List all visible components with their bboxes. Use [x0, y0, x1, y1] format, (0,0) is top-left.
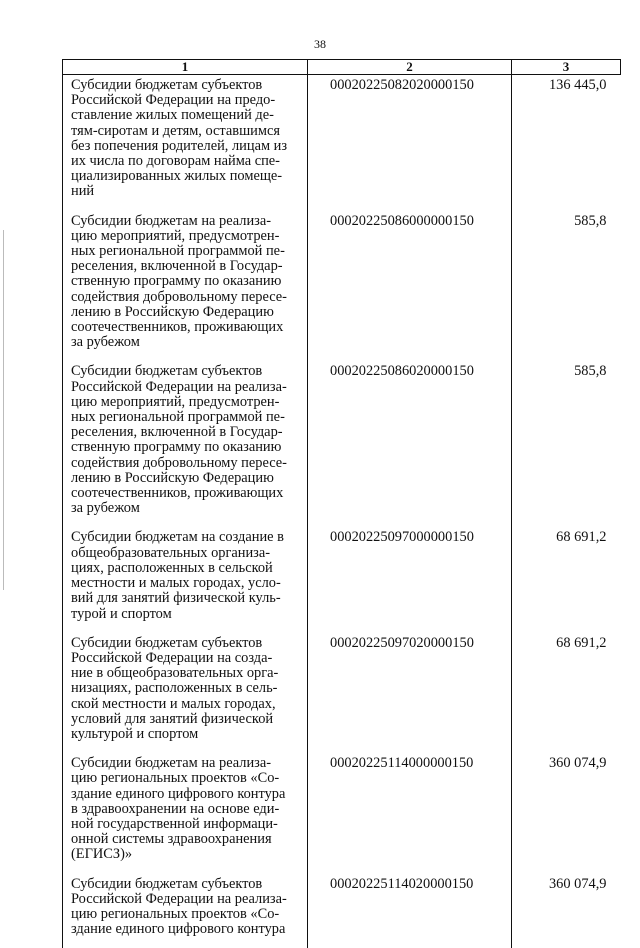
amount-cell: 68 691,2	[512, 527, 621, 632]
table-row	[63, 633, 621, 753]
subsidy-name-line: Российской Федерации на предо-	[71, 93, 307, 108]
subsidy-name-line: ственную программу по оказанию	[71, 440, 307, 455]
subsidy-name-line: ний	[71, 184, 307, 199]
subsidy-name-line: содействия добровольному пересе-	[71, 456, 307, 471]
subsidy-name-line: вий для занятий физической куль-	[71, 591, 307, 606]
subsidy-name-line: Субсидии бюджетам субъектов	[71, 636, 307, 651]
budget-code-cell: 00020225097000000150	[308, 527, 512, 632]
subsidy-name-line: реселения, включенной в Государ-	[71, 259, 307, 274]
subsidy-name-line: Субсидии бюджетам на реализа-	[71, 756, 307, 771]
subsidy-name-line: турой и спортом	[71, 607, 307, 622]
subsidy-name-line: (ЕГИСЗ)»	[71, 847, 307, 862]
amount-cell: 136 445,0	[512, 75, 621, 211]
subsidy-name-line: онной системы здравоохранения	[71, 832, 307, 847]
subsidy-name-line: ставление жилых помещений де-	[71, 108, 307, 123]
subsidy-name-line: без попечения родителей, лицам из	[71, 139, 307, 154]
table-row	[63, 527, 621, 632]
budget-code-cell: 00020225097020000150	[308, 633, 512, 753]
subsidy-name-line: культурой и спортом	[71, 727, 307, 742]
subsidy-name-cell	[63, 874, 308, 948]
table-row	[63, 753, 621, 873]
subsidy-name-line: ской местности и малых городах,	[71, 697, 307, 712]
subsidy-name-line: цию региональных проектов «Со-	[71, 907, 307, 922]
amount-cell: 68 691,2	[512, 633, 621, 753]
subsidy-name-line: Российской Федерации на реализа-	[71, 892, 307, 907]
column-header-code: 2	[308, 60, 512, 75]
budget-table	[62, 59, 621, 948]
subsidy-name-line: лению в Российскую Федерацию	[71, 305, 307, 320]
subsidy-name-line: содействия добровольному пересе-	[71, 290, 307, 305]
subsidy-name-line: местности и малых городах, усло-	[71, 576, 307, 591]
subsidy-name-line: ной государственной информаци-	[71, 817, 307, 832]
subsidy-name-line: здание единого цифрового контура	[71, 787, 307, 802]
amount-cell: 360 074,9	[512, 753, 621, 873]
subsidy-name-line: Субсидии бюджетам субъектов	[71, 364, 307, 379]
scan-edge-line	[3, 230, 4, 590]
subsidy-name-line: соотечественников, проживающих	[71, 320, 307, 335]
subsidy-name-line: цию региональных проектов «Со-	[71, 771, 307, 786]
amount-cell: 585,8	[512, 211, 621, 362]
amount-cell: 585,8	[512, 361, 621, 527]
subsidy-name-line: здание единого цифрового контура	[71, 922, 307, 937]
subsidy-name-line: Российской Федерации на реализа-	[71, 380, 307, 395]
subsidy-name-line: Российской Федерации на созда-	[71, 651, 307, 666]
budget-table-container	[62, 59, 620, 948]
table-row	[63, 75, 621, 211]
budget-code-cell: 00020225114000000150	[308, 753, 512, 873]
table-row	[63, 874, 621, 948]
subsidy-name-line: в здравоохранении на основе еди-	[71, 802, 307, 817]
subsidy-name-line: цию мероприятий, предусмотрен-	[71, 395, 307, 410]
subsidy-name-cell	[63, 75, 308, 211]
subsidy-name-line: условий для занятий физической	[71, 712, 307, 727]
subsidy-name-cell	[63, 527, 308, 632]
budget-code-cell: 00020225114020000150	[308, 874, 512, 948]
table-header-row	[63, 60, 621, 75]
subsidy-name-line: реселения, включенной в Государ-	[71, 425, 307, 440]
subsidy-name-line: общеобразовательных организа-	[71, 546, 307, 561]
subsidy-name-line: Субсидии бюджетам на создание в	[71, 530, 307, 545]
subsidy-name-line: циях, расположенных в сельской	[71, 561, 307, 576]
subsidy-name-line: ных региональной программой пе-	[71, 244, 307, 259]
budget-code-cell: 00020225086020000150	[308, 361, 512, 527]
subsidy-name-line: низациях, расположенных в сель-	[71, 681, 307, 696]
table-row	[63, 211, 621, 362]
subsidy-name-line: их числа по договорам найма спе-	[71, 154, 307, 169]
column-header-name: 1	[63, 60, 308, 75]
subsidy-name-cell	[63, 753, 308, 873]
subsidy-name-line: Субсидии бюджетам субъектов	[71, 877, 307, 892]
subsidy-name-line: лению в Российскую Федерацию	[71, 471, 307, 486]
table-body	[63, 75, 621, 948]
page-number: 38	[0, 37, 640, 52]
subsidy-name-line: ние в общеобразовательных орга-	[71, 666, 307, 681]
column-header-amount: 3	[512, 60, 621, 75]
subsidy-name-cell	[63, 211, 308, 362]
subsidy-name-line: циализированных жилых помеще-	[71, 169, 307, 184]
subsidy-name-line: ственную программу по оказанию	[71, 274, 307, 289]
table-row	[63, 361, 621, 527]
subsidy-name-line: Субсидии бюджетам субъектов	[71, 78, 307, 93]
subsidy-name-cell	[63, 361, 308, 527]
subsidy-name-cell	[63, 633, 308, 753]
subsidy-name-line: тям-сиротам и детям, оставшимся	[71, 124, 307, 139]
amount-cell: 360 074,9	[512, 874, 621, 948]
budget-code-cell: 00020225082020000150	[308, 75, 512, 211]
subsidy-name-line: Субсидии бюджетам на реализа-	[71, 214, 307, 229]
budget-code-cell: 00020225086000000150	[308, 211, 512, 362]
subsidy-name-line: за рубежом	[71, 335, 307, 350]
subsidy-name-line: цию мероприятий, предусмотрен-	[71, 229, 307, 244]
subsidy-name-line: соотечественников, проживающих	[71, 486, 307, 501]
subsidy-name-line: за рубежом	[71, 501, 307, 516]
subsidy-name-line: ных региональной программой пе-	[71, 410, 307, 425]
